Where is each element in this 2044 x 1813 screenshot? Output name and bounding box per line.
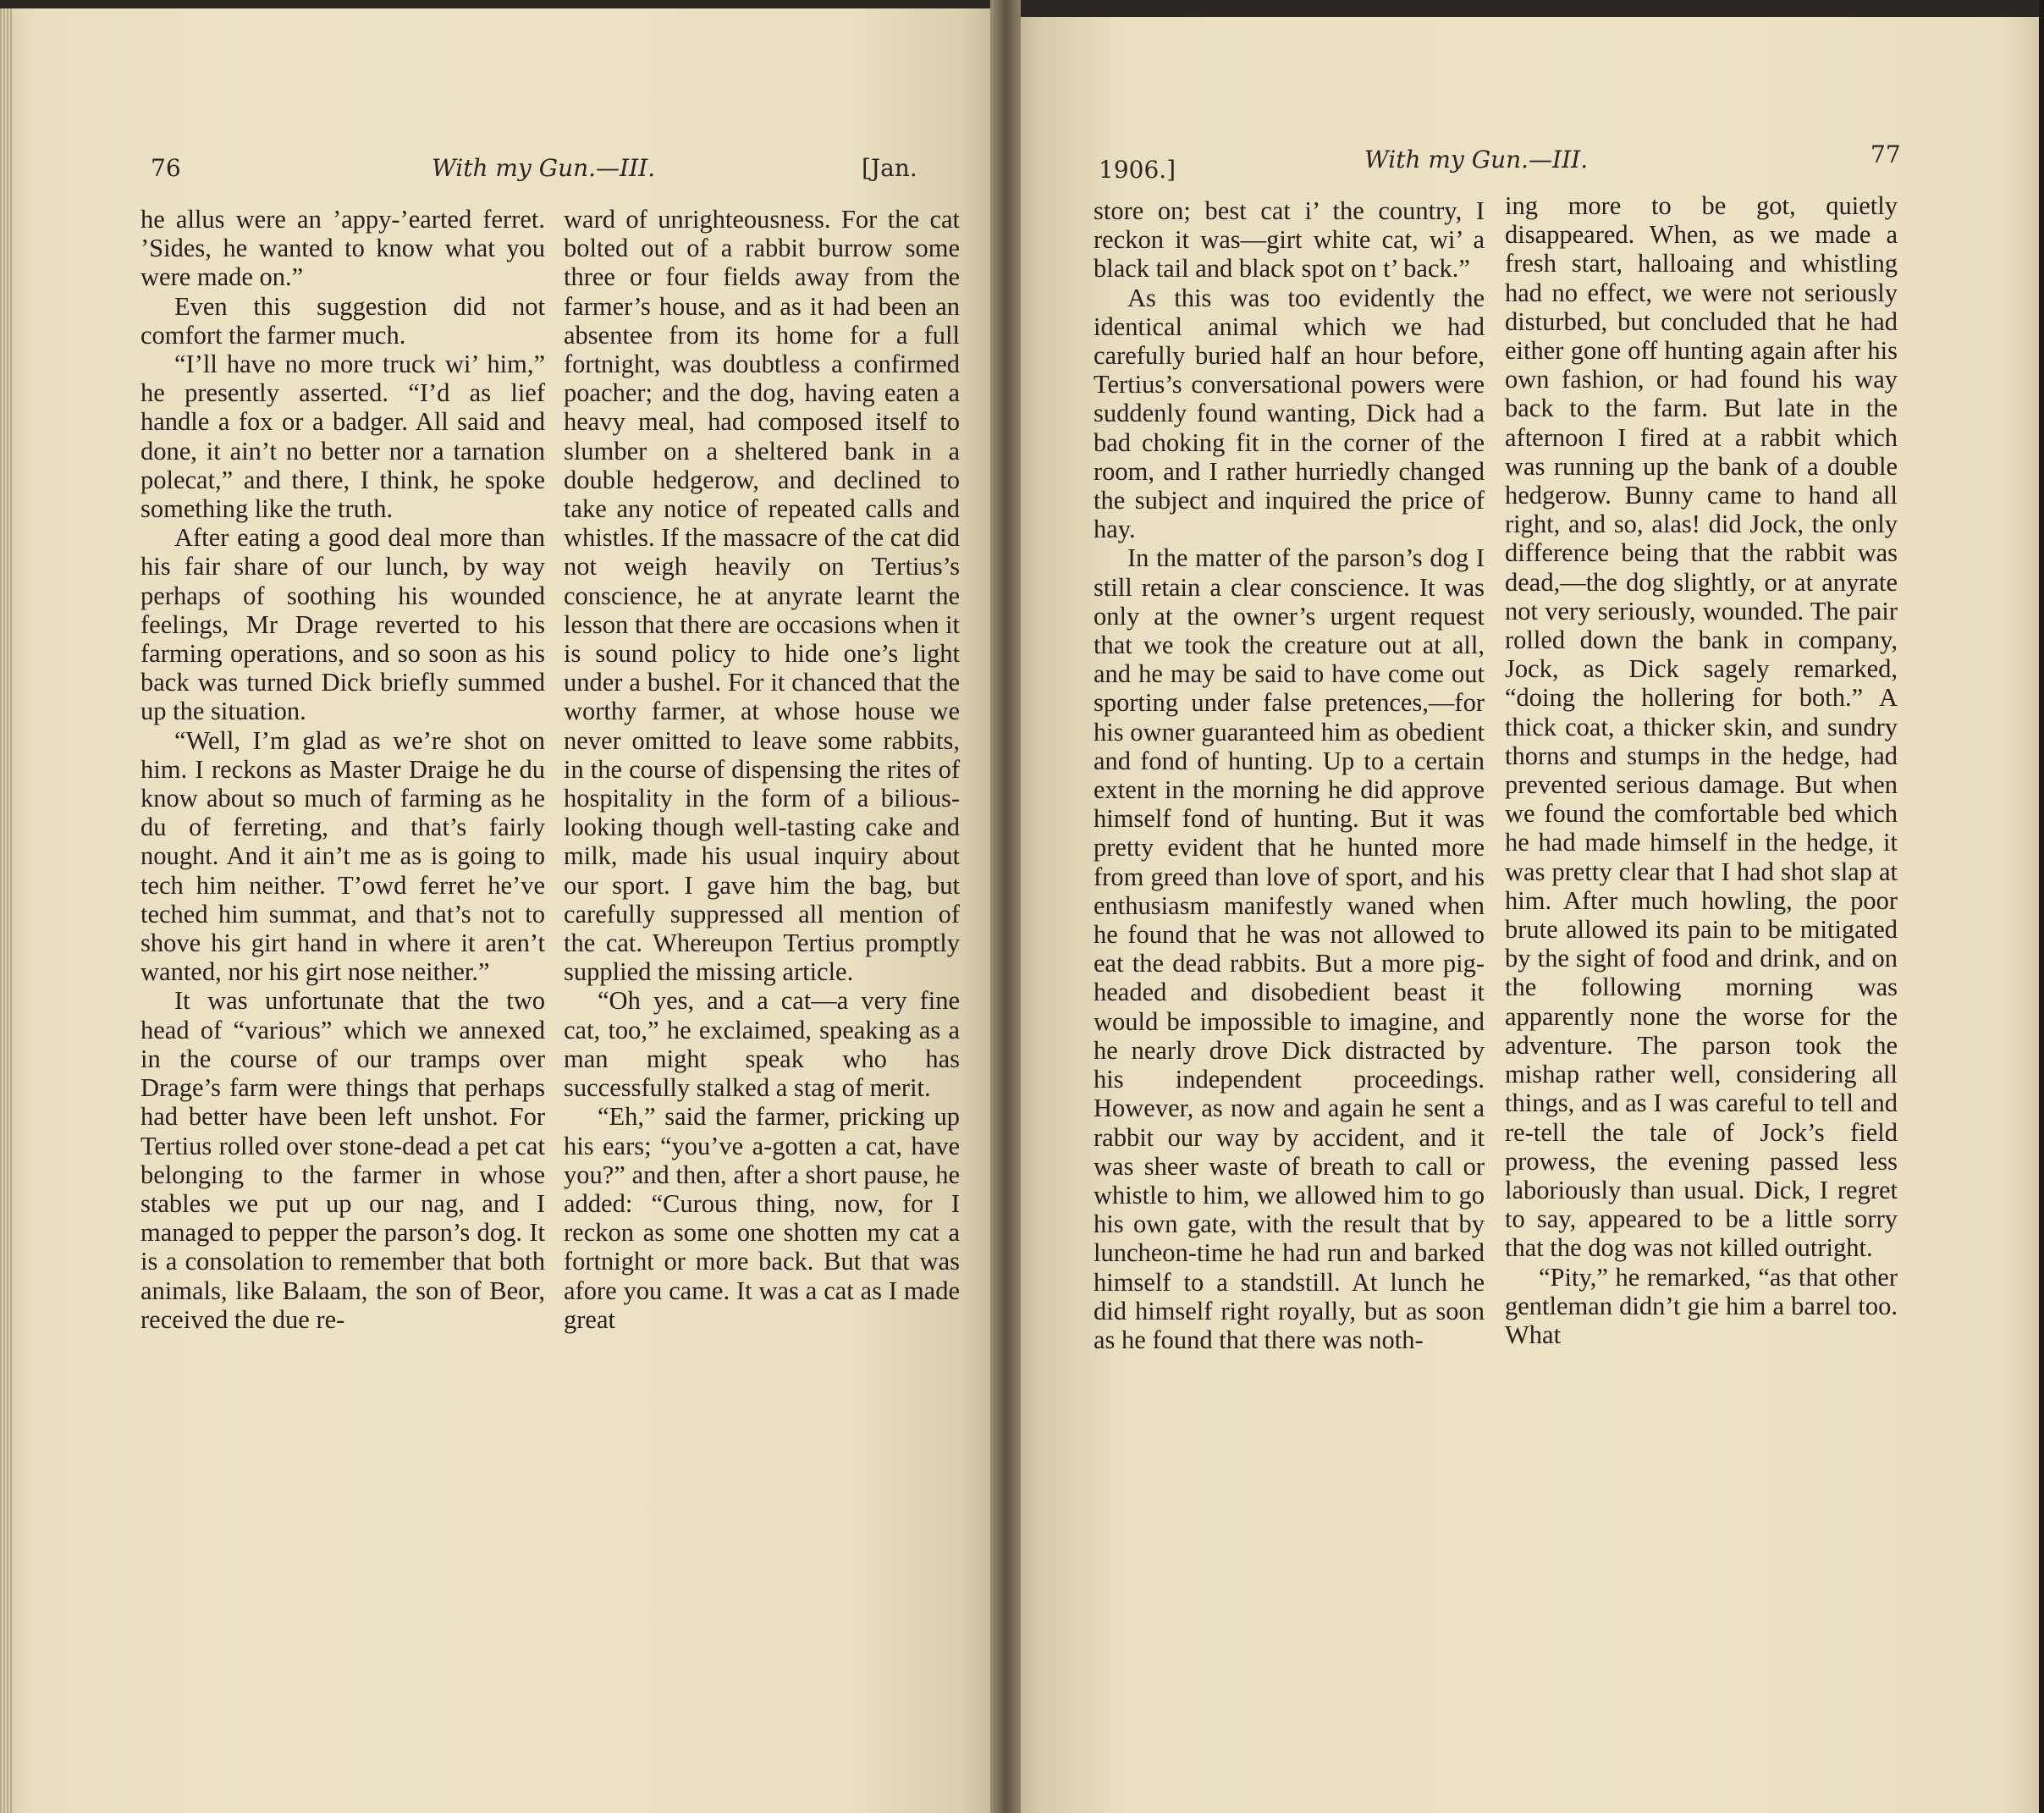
paragraph: he allus were an ’appy-’earted ferret. ’Sides, he wanted to know what you were made on.”: [140, 205, 545, 292]
text-column: [564, 205, 960, 1334]
paragraph: Even this suggestion did not comfort the farmer much.: [140, 291, 545, 350]
right-running-header: [1005, 141, 2044, 186]
paragraph: As this was too evidently the identical animal which we had carefully buried half an hour before, Tertius’s conversational powers were suddenly found wanting, Dick had a bad choking fit in the corner of the room, and I rather hurriedly changed the subject and inquired the price of hay.: [1094, 283, 1485, 544]
left-page: [0, 8, 1005, 1813]
left-running-header: [0, 154, 1005, 195]
book-gutter: [990, 0, 1021, 1813]
text-column: [1094, 196, 1485, 1354]
paragraph: “Pity,” he remarked, “as that other gentleman didn’t gie him a barrel too. What: [1505, 1262, 1898, 1349]
page-number: 76: [151, 154, 181, 182]
paragraph: ward of unrighteousness. For the cat bolted out of a rabbit burrow some three or four fields away from the farmer’s house, and as it had been an absentee from its home for a full fortnight, was doubtless a confirmed poacher; and the dog, having eaten a heavy meal, had composed itself to slumber on a sheltered bank in a double hedgerow, and declined to take any notice of repeated calls and whistles. If the massacre of the cat did not weigh heavily on Tertius’s conscience, he at anyrate learnt the lesson that there are occasions when it is sound policy to hide one’s light under a bushel. For it chanced that the worthy farmer, at whose house we never omitted to leave some rabbits, in the course of dispensing the rites of hospitality in the form of a bilious-looking though well-tasting cake and milk, made his usual inquiry about our sport. I gave him the bag, but carefully suppressed all mention of the cat. Whereupon Tertius promptly supplied the missing article.: [564, 205, 960, 987]
running-title: With my Gun.—III.: [432, 154, 656, 182]
paragraph: In the matter of the parson’s dog I still retain a clear conscience. It was only at the owner’s urgent request that we took the creature out at all, and he may be said to have come out sporting under false pretences,—for his owner guaranteed him as obedient and fond of hunting. Up to a certain extent in the morning he did approve himself fond of hunting. But it was pretty evident that he hunted more from greed than love of sport, and his enthusiasm manifestly waned when he found that he was not allowed to eat the dead rabbits. But a more pig-headed and disobedient beast it would be impossible to imagine, and he nearly drove Dick distracted by his independent proceedings. However, as now and again he sent a rabbit our way by accident, and it was sheer waste of breath to call or whistle to him, we allowed him to go his own gate, with the result that by luncheon-time he had run and barked himself to a standstill. At lunch he did himself right royally, but as soon as he found that there was noth-: [1094, 543, 1485, 1354]
paragraph: “Well, I’m glad as we’re shot on him. I reckons as Master Draige he du know about so much of farming as he du of ferreting, and that’s fairly nought. And it ain’t me as is going to tech him neither. T’owd ferret he’ve teched him summat, and that’s not to shove his girt hand in where it aren’t wanted, nor his girt nose neither.”: [140, 725, 545, 987]
date-label: [Jan.: [862, 154, 917, 182]
running-title: With my Gun.—III.: [1364, 146, 1589, 174]
paragraph: “I’ll have no more truck wi’ him,” he presently asserted. “I’d as lief handle a fox or a badger. All said and done, it ain’t no better nor a tarnation polecat,” and there, I think, he spoke something like the truth.: [140, 350, 545, 524]
text-column: [1505, 191, 1898, 1349]
page-edge: [2039, 0, 2044, 1813]
paragraph: “Eh,” said the farmer, pricking up his ears; “you’ve a-gotten a cat, have you?” and then, after a short pause, he added: “Curous thing, now, for I reckon as some one shotten my cat a fortnight or more back. But that was afore you came. It was a cat as I made great: [564, 1102, 960, 1334]
text-column: [140, 205, 545, 1334]
page-number: 77: [1870, 141, 1901, 168]
paragraph: ing more to be got, quietly disappeared. When, as we made a fresh start, halloaing and whistling had no effect, we were not seriously disturbed, but concluded that he had either gone off hunting again after his own fashion, or had found his way back to the farm. But late in the afternoon I fired at a rabbit which was running up the bank of a double hedgerow. Bunny came to hand all right, and so, alas! did Jock, the only difference being that the rabbit was dead,—the dog slightly, or at anyrate not very seriously, wounded. The pair rolled down the bank in company, Jock, as Dick sagely remarked, “doing the hollering for both.” A thick coat, a thicker skin, and sundry thorns and stumps in the hedge, had prevented serious damage. But when we found the comfortable bed which he had made himself in the hedge, it was pretty clear that I had shot slap at him. After much howling, the poor brute allowed its pain to be mitigated by the sight of food and drink, and on the following morning was apparently none the worse for the adventure. The parson took the mishap rather well, considering all things, and as I was careful to tell and re-tell the tale of Jock’s field prowess, the evening passed less laboriously than usual. Dick, I regret to say, appeared to be a little sorry that the dog was not killed outright.: [1505, 191, 1898, 1263]
date-label: 1906.]: [1099, 156, 1176, 184]
paragraph: After eating a good deal more than his fair share of our lunch, by way perhaps of soothing his wounded feelings, Mr Drage reverted to his farming operations, and so soon as his back was turned Dick briefly summed up the situation.: [140, 523, 545, 726]
paragraph: store on; best cat i’ the country, I reckon it was—girt white cat, wi’ a black tail and black spot on t’ back.”: [1094, 196, 1485, 284]
paragraph: “Oh yes, and a cat—a very fine cat, too,” he exclaimed, speaking as a man might speak who has successfully stalked a stag of merit.: [564, 986, 960, 1103]
paragraph: It was unfortunate that the two head of “various” which we annexed in the course of our tramps over Drage’s farm were things that perhaps had better have been left unshot. For Tertius rolled over stone-dead a pet cat belonging to the farmer in whose stables we put up our nag, and I managed to pepper the parson’s dog. It is a consolation to remember that both animals, like Balaam, the son of Beor, received the due re-: [140, 986, 545, 1334]
right-page: [1005, 17, 2044, 1813]
page-edge: [0, 8, 12, 1813]
